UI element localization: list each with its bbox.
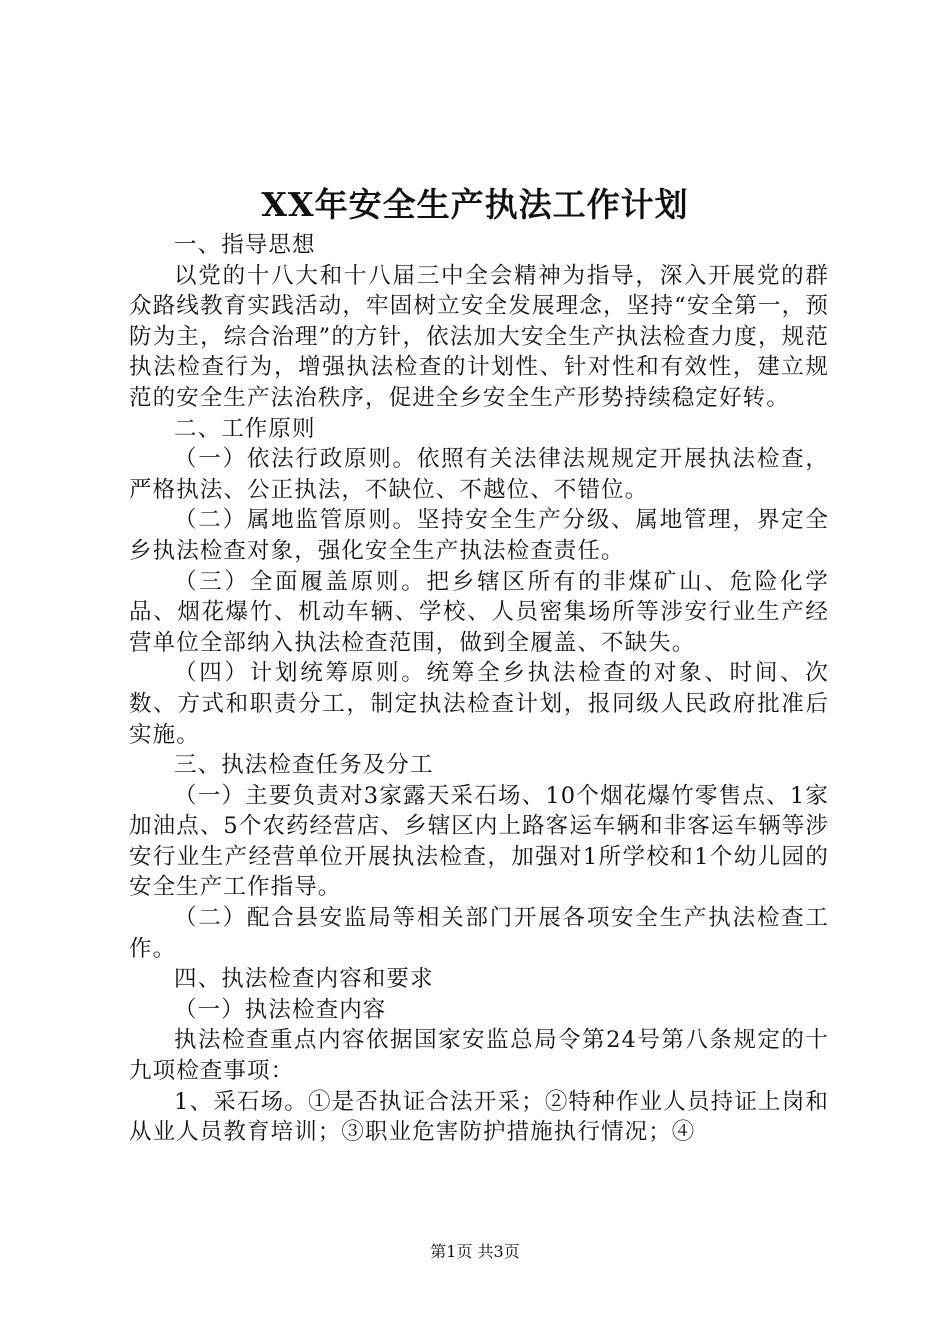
paragraph-inspection-basis: 执法检查重点内容依据国家安监总局令第24号第八条规定的十九项检查事项： [129,1027,829,1085]
paragraph-task-1: （一）主要负责对3家露天采石场、10个烟花爆竹零售点、1家加油点、5个农药经营店、乡辖区内上路客运车辆和非客运车辆等涉安行业生产经营单位开展执法检查，加强对1所学校和1个幼儿园的安全生产工作指导。 [129,782,829,901]
paragraph-principle-2: （二）属地监管原则。坚持安全生产分级、属地管理，界定全乡执法检查对象，强化安全生产执法检查责任。 [129,507,829,564]
paragraph-guiding-ideology: 以党的十八大和十八届三中全会精神为指导，深入开展党的群众路线教育实践活动，牢固树立安全发展理念，坚持“安全第一，预防为主，综合治理”的方针，依法加大安全生产执法检查力度，规范执法检查行为，增强执法检查的计划性、针对性和有效性，建立规范的安全生产法治秩序，促进全乡安全生产形势持续稳定好转。 [129,262,829,411]
page-footer: 第1页 共3页 [430,1242,520,1261]
paragraph-principle-3: （三）全面履盖原则。把乡辖区所有的非煤矿山、危险化学品、烟花爆竹、机动车辆、学校、人员密集场所等涉安行业生产经营单位全部纳入执法检查范围，做到全履盖、不缺失。 [129,568,829,656]
document-title: XX年安全生产执法工作计划 [261,185,689,224]
section-heading-work-principles: 二、工作原则 [174,415,316,442]
paragraph-quarry-items: 1、采石场。①是否执证合法开采；②特种作业人员持证上岗和从业人员教育培训；③职业危害防护措施执行情况；④ [129,1088,829,1146]
paragraph-task-2: （二）配合县安监局等相关部门开展各项安全生产执法检查工作。 [129,905,829,962]
section-heading-content-requirements: 四、执法检查内容和要求 [174,966,434,993]
paragraph-principle-1: （一）依法行政原则。依照有关法律法规规定开展执法检查，严格执法、公正执法，不缺位、不越位、不错位。 [129,446,829,503]
section-heading-tasks: 三、执法检查任务及分工 [174,752,434,779]
document-body [129,230,829,1148]
subheading-inspection-content: （一）执法检查内容 [174,996,387,1023]
section-heading-guiding-ideology: 一、指导思想 [174,232,316,258]
paragraph-principle-4: （四）计划统筹原则。统筹全乡执法检查的对象、时间、次数、方式和职责分工，制定执法检查计划，报同级人民政府批准后实施。 [129,660,829,748]
